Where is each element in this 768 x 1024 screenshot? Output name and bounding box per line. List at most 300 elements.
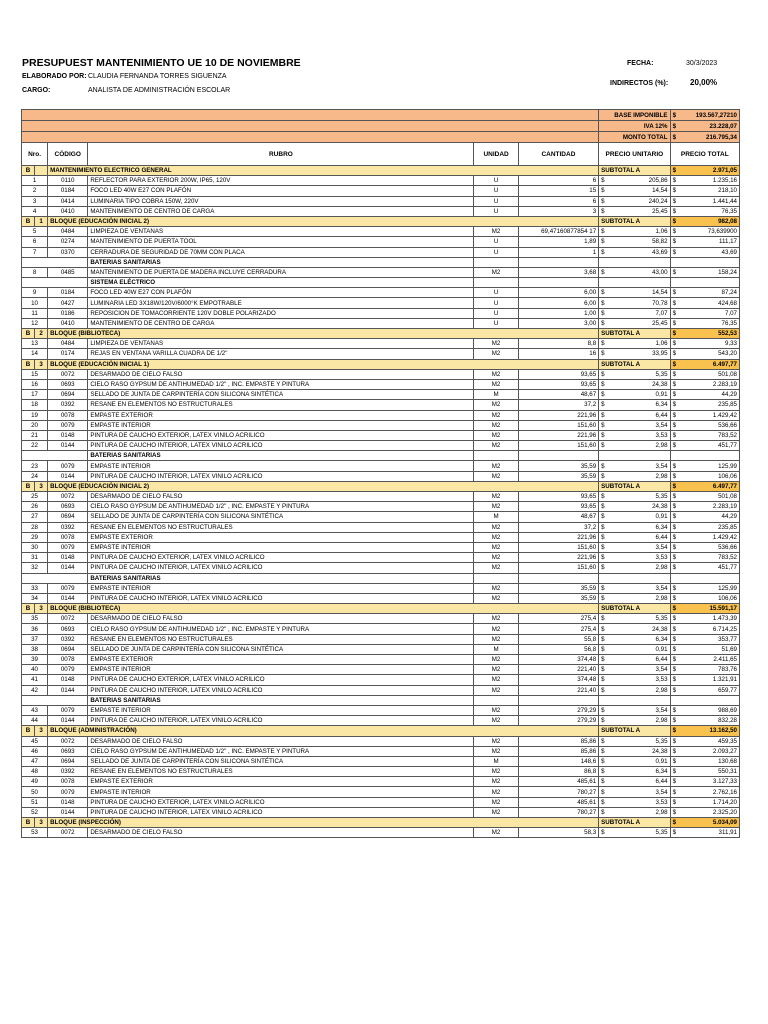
item-unit-price-amount: 6,34 (655, 635, 668, 643)
item-unit: M2 (474, 675, 518, 685)
summary-row (22, 110, 740, 121)
currency-symbol: $ (601, 493, 605, 501)
item-row (22, 247, 740, 257)
item-unit: M2 (474, 522, 518, 532)
currency-symbol: $ (672, 503, 677, 511)
currency-symbol: $ (672, 238, 677, 246)
item-unit: M2 (474, 767, 518, 777)
item-unit-price-amount: 5,35 (655, 829, 668, 837)
currency-symbol: $ (601, 615, 605, 623)
section-name: BLOQUE (BIBLIOTECA) (48, 604, 599, 614)
item-number: 38 (22, 644, 48, 654)
summary-label: IVA 12% (599, 121, 670, 132)
item-unit-price (599, 461, 670, 471)
currency-symbol: $ (601, 513, 605, 521)
elaborado-label: ELABORADO POR: (22, 73, 87, 80)
item-row (22, 237, 740, 247)
item-unit-price-amount: 6,34 (655, 523, 668, 531)
currency-symbol: $ (672, 309, 677, 317)
currency-symbol: $ (601, 411, 605, 419)
item-unit-price-amount: 1,06 (655, 340, 668, 348)
item-unit-price (599, 298, 670, 308)
item-unit-price-amount: 240,24 (648, 197, 668, 205)
item-quantity: 6,00 (518, 288, 598, 298)
item-total-price-amount: 158,24 (718, 268, 737, 276)
item-row (22, 746, 740, 756)
currency-symbol: $ (672, 615, 677, 623)
item-total-price (670, 532, 739, 542)
item-description: EMPASTE EXTERIOR (88, 410, 474, 420)
currency-symbol: $ (601, 768, 605, 776)
item-row (22, 369, 740, 379)
item-description: EMPASTE INTERIOR (88, 665, 474, 675)
item-row (22, 298, 740, 308)
item-unit-price (599, 624, 670, 634)
item-row (22, 522, 740, 532)
item-unit-price-amount: 2,98 (655, 686, 668, 694)
item-unit-price (599, 655, 670, 665)
item-number: 14 (22, 349, 48, 359)
fecha-label: FECHA: (627, 60, 654, 67)
item-unit-price (599, 410, 670, 420)
fecha-value: 30/3/2023 (686, 60, 718, 67)
item-unit-price (599, 288, 670, 298)
item-row (22, 716, 740, 726)
item-row (22, 624, 740, 634)
item-description: MANTENIMIENTO DE CENTRO DE CARGA (88, 318, 474, 328)
item-code: 0144 (48, 563, 88, 573)
item-unit: U (474, 186, 518, 196)
empty-cell (670, 573, 739, 583)
item-unit-price-amount: 7,07 (655, 309, 668, 317)
currency-symbol: $ (601, 187, 605, 195)
item-unit-price (599, 379, 670, 389)
item-total-price (670, 767, 739, 777)
item-total-price (670, 379, 739, 389)
item-unit-price-amount: 5,35 (655, 493, 668, 501)
item-unit-price (599, 614, 670, 624)
item-unit: M2 (474, 227, 518, 237)
item-row (22, 705, 740, 715)
item-description: EMPASTE INTERIOR (88, 705, 474, 715)
item-row (22, 461, 740, 471)
item-description: RESANE EN ELEMENTOS NO ESTRUCTURALES (88, 767, 474, 777)
item-row (22, 665, 740, 675)
item-unit-price-amount: 2,98 (655, 472, 668, 480)
currency-symbol: $ (672, 340, 677, 348)
item-unit: M2 (474, 685, 518, 695)
section-letter: B (22, 329, 35, 339)
item-unit-price-amount: 25,45 (652, 207, 668, 215)
currency-symbol: $ (601, 523, 605, 531)
currency-symbol: $ (601, 248, 605, 256)
item-number: 44 (22, 716, 48, 726)
item-quantity: 35,59 (518, 471, 598, 481)
item-row (22, 614, 740, 624)
item-code: 0078 (48, 410, 88, 420)
item-number: 48 (22, 767, 48, 777)
section-name: MANTENIMIENTO ELECTRICO GENERAL (48, 166, 599, 176)
empty-cell (474, 573, 518, 583)
currency-symbol: $ (601, 564, 605, 572)
item-total-price (670, 308, 739, 318)
item-unit-price (599, 186, 670, 196)
item-number: 40 (22, 665, 48, 675)
item-row (22, 196, 740, 206)
item-unit-price (599, 563, 670, 573)
section-row (22, 216, 740, 226)
item-total-price-amount: 451,77 (718, 442, 737, 450)
currency-symbol: $ (601, 707, 605, 715)
currency-symbol: $ (672, 431, 677, 439)
item-description: REJAS EN VENTANA VARILLA CUADRA DE 1/2" (88, 349, 474, 359)
item-total-price-amount: 235,85 (718, 401, 737, 409)
item-code: 0693 (48, 624, 88, 634)
indirectos-value: 20,00% (690, 78, 718, 87)
empty-cell (518, 451, 598, 461)
currency-symbol: $ (672, 798, 677, 806)
item-total-price (670, 400, 739, 410)
item-description: DESARMADO DE CIELO FALSO (88, 492, 474, 502)
item-total-price-amount: 73,639900 (707, 228, 737, 236)
currency-symbol: $ (672, 462, 677, 470)
item-number: 6 (22, 237, 48, 247)
item-number: 51 (22, 797, 48, 807)
item-unit-price (599, 349, 670, 359)
item-code: 0693 (48, 746, 88, 756)
item-unit-price (599, 492, 670, 502)
document-title: PRESUPUEST MANTENIMIENTO UE 10 DE NOVIEMBRE (22, 57, 301, 69)
item-unit-price (599, 767, 670, 777)
item-row (22, 186, 740, 196)
item-unit: M (474, 390, 518, 400)
currency-symbol: $ (601, 778, 605, 786)
item-number: 1 (22, 176, 48, 186)
item-total-price-amount: 501,08 (718, 370, 737, 378)
item-number: 37 (22, 634, 48, 644)
item-number: 36 (22, 624, 48, 634)
item-unit-price (599, 665, 670, 675)
item-quantity: 35,59 (518, 593, 598, 603)
summary-value: 216.795,34 (706, 133, 737, 141)
subgroup-label: BATERIAS SANITARIAS (88, 695, 474, 705)
item-unit-price (599, 807, 670, 817)
item-row (22, 583, 740, 593)
item-code: 0693 (48, 502, 88, 512)
empty-cell (22, 451, 88, 461)
item-code: 0370 (48, 247, 88, 257)
subtotal-value (670, 359, 739, 369)
elaborado-value: CLAUDIA FERNANDA TORRES SIGUENZA (88, 73, 227, 80)
item-total-price (670, 339, 739, 349)
item-quantity: 780,27 (518, 807, 598, 817)
item-description: PINTURA DE CAUCHO EXTERIOR, LATEX VINILO ACRILICO (88, 797, 474, 807)
item-unit-price (599, 787, 670, 797)
item-unit: M2 (474, 532, 518, 542)
section-number: 3 (35, 481, 48, 491)
item-quantity: 8,8 (518, 339, 598, 349)
item-number: 23 (22, 461, 48, 471)
item-unit-price-amount: 58,82 (652, 238, 668, 246)
item-total-price-amount: 2.283,19 (712, 503, 737, 511)
item-description: CIELO RASO GYPSUM DE ANTIHUMEDAD 1/2" , INC. EMPASTE Y PINTURA (88, 379, 474, 389)
item-row (22, 400, 740, 410)
item-row (22, 176, 740, 186)
section-row (22, 604, 740, 614)
item-unit-price-amount: 24,38 (652, 625, 668, 633)
item-description: SELLADO DE JUNTA DE CARPINTERÍA CON SILICONA SINTÉTICA (88, 512, 474, 522)
item-quantity: 35,59 (518, 461, 598, 471)
item-unit-price (599, 196, 670, 206)
item-unit: U (474, 288, 518, 298)
item-unit-price-amount: 6,34 (655, 401, 668, 409)
item-unit: M2 (474, 369, 518, 379)
summary-label: MONTO TOTAL (599, 132, 670, 143)
item-unit: M (474, 756, 518, 766)
item-number: 46 (22, 746, 48, 756)
item-unit-price-amount: 3,54 (655, 788, 668, 796)
item-row (22, 777, 740, 787)
item-total-price-amount: 44,29 (721, 513, 737, 521)
item-description: MANTENIMIENTO DE CENTRO DE CARGA (88, 206, 474, 216)
item-unit-price (599, 532, 670, 542)
item-code: 0184 (48, 186, 88, 196)
currency-symbol: $ (601, 268, 605, 276)
item-code: 0110 (48, 176, 88, 186)
item-quantity: 56,8 (518, 644, 598, 654)
item-quantity: 374,48 (518, 655, 598, 665)
item-code: 0148 (48, 675, 88, 685)
subtotal-value (670, 726, 739, 736)
currency-symbol: $ (672, 207, 677, 215)
item-quantity: 485,61 (518, 777, 598, 787)
currency-symbol: $ (672, 625, 677, 633)
item-quantity: 275,4 (518, 614, 598, 624)
empty-cell (518, 257, 598, 267)
item-code: 0148 (48, 553, 88, 563)
item-unit: M2 (474, 553, 518, 563)
currency-symbol: $ (672, 737, 677, 745)
item-unit: U (474, 237, 518, 247)
item-number: 52 (22, 807, 48, 817)
item-number: 10 (22, 298, 48, 308)
currency-symbol: $ (672, 177, 677, 185)
item-unit: M2 (474, 705, 518, 715)
item-total-price-amount: 130,68 (718, 757, 737, 765)
item-code: 0148 (48, 797, 88, 807)
currency-symbol: $ (601, 462, 605, 470)
item-unit-price-amount: 1,06 (655, 228, 668, 236)
item-unit-price-amount: 3,54 (655, 584, 668, 592)
item-description: EMPASTE EXTERIOR (88, 532, 474, 542)
item-code: 0174 (48, 349, 88, 359)
item-total-price-amount: 353,77 (718, 635, 737, 643)
column-header-cantidad: CANTIDAD (518, 143, 598, 166)
item-quantity: 15 (518, 186, 598, 196)
item-quantity: 3 (518, 206, 598, 216)
currency-symbol: $ (601, 421, 605, 429)
currency-symbol: $ (601, 289, 605, 297)
section-name: BLOQUE (EDUCACIÓN INICIAL 2) (48, 216, 599, 226)
item-total-price (670, 369, 739, 379)
item-code: 0392 (48, 400, 88, 410)
item-quantity: 48,67 (518, 512, 598, 522)
item-unit-price (599, 828, 670, 838)
item-unit-price (599, 705, 670, 715)
item-unit: M2 (474, 736, 518, 746)
item-description: LUMINARIA TIPO COBRA 150W, 220V (88, 196, 474, 206)
item-unit-price (599, 339, 670, 349)
item-total-price (670, 644, 739, 654)
item-row (22, 206, 740, 216)
item-description: DESARMADO DE CIELO FALSO (88, 828, 474, 838)
empty-cell (474, 278, 518, 288)
item-unit-price-amount: 2,98 (655, 442, 668, 450)
item-total-price-amount: 536,66 (718, 544, 737, 552)
currency-symbol: $ (601, 737, 605, 745)
item-unit-price (599, 746, 670, 756)
subtotal-label: SUBTOTAL A (599, 604, 670, 614)
item-unit-price-amount: 3,54 (655, 707, 668, 715)
subgroup-label: SISTEMA ELÉCTRICO (88, 278, 474, 288)
item-number: 42 (22, 685, 48, 695)
item-unit: U (474, 308, 518, 318)
item-unit-price (599, 430, 670, 440)
item-quantity: 374,48 (518, 675, 598, 685)
subtotal-label: SUBTOTAL A (599, 166, 670, 176)
item-unit: M2 (474, 400, 518, 410)
currency-symbol: $ (672, 686, 677, 694)
item-quantity: 485,61 (518, 797, 598, 807)
item-description: EMPASTE INTERIOR (88, 787, 474, 797)
item-number: 20 (22, 420, 48, 430)
item-quantity: 151,60 (518, 563, 598, 573)
item-code: 0184 (48, 288, 88, 298)
item-total-price (670, 227, 739, 237)
item-unit: M2 (474, 492, 518, 502)
currency-symbol: $ (672, 122, 677, 130)
currency-symbol: $ (672, 513, 677, 521)
empty-cell (670, 278, 739, 288)
item-total-price-amount: 7,07 (724, 309, 737, 317)
currency-symbol: $ (672, 584, 677, 592)
item-quantity: 279,29 (518, 716, 598, 726)
item-total-price (670, 420, 739, 430)
item-code: 0148 (48, 430, 88, 440)
item-code: 0392 (48, 522, 88, 532)
item-description: REPOSICION DE TOMACORRIENTE 120V DOBLE POLARIZADO (88, 308, 474, 318)
item-unit-price (599, 685, 670, 695)
item-quantity: 35,59 (518, 583, 598, 593)
item-unit-price-amount: 0,91 (655, 645, 668, 653)
item-code: 0427 (48, 298, 88, 308)
section-row (22, 166, 740, 176)
currency-symbol: $ (672, 401, 677, 409)
currency-symbol: $ (672, 381, 677, 389)
currency-symbol: $ (601, 350, 605, 358)
item-code: 0078 (48, 655, 88, 665)
column-header-nro: Nro. (22, 143, 48, 166)
item-unit: M2 (474, 563, 518, 573)
item-unit: M2 (474, 807, 518, 817)
currency-symbol: $ (672, 289, 677, 297)
item-quantity: 151,60 (518, 441, 598, 451)
subtotal-value-amount: 5.034,09 (712, 819, 737, 827)
item-description: PINTURA DE CAUCHO INTERIOR, LATEX VINILO ACRILICO (88, 471, 474, 481)
item-description: DESARMADO DE CIELO FALSO (88, 614, 474, 624)
section-number: 3 (35, 818, 48, 828)
currency-symbol: $ (672, 523, 677, 531)
section-name: BLOQUE (INSPECCIÓN) (48, 818, 599, 828)
currency-symbol: $ (672, 645, 677, 653)
item-unit-price-amount: 70,78 (652, 299, 668, 307)
item-row (22, 685, 740, 695)
item-row (22, 492, 740, 502)
item-quantity: 148,6 (518, 756, 598, 766)
currency-symbol: $ (601, 676, 605, 684)
item-number: 45 (22, 736, 48, 746)
item-description: FOCO LED 40W E27 CON PLAFÓN (88, 186, 474, 196)
item-code: 0392 (48, 634, 88, 644)
summary-row (22, 121, 740, 132)
item-unit-price (599, 420, 670, 430)
item-number: 19 (22, 410, 48, 420)
item-total-price (670, 492, 739, 502)
item-number: 13 (22, 339, 48, 349)
item-row (22, 410, 740, 420)
item-row (22, 655, 740, 665)
currency-symbol: $ (601, 381, 605, 389)
item-code: 0392 (48, 767, 88, 777)
item-unit-price (599, 593, 670, 603)
item-total-price (670, 441, 739, 451)
item-unit: M2 (474, 502, 518, 512)
item-code: 0144 (48, 593, 88, 603)
currency-symbol: $ (601, 391, 605, 399)
item-unit-price-amount: 14,54 (652, 187, 668, 195)
item-description: RESANE EN ELEMENTOS NO ESTRUCTURALES (88, 634, 474, 644)
currency-symbol: $ (672, 319, 677, 327)
item-total-price (670, 298, 739, 308)
subgroup-row (22, 451, 740, 461)
item-row (22, 675, 740, 685)
currency-symbol: $ (672, 360, 677, 368)
item-unit-price-amount: 0,91 (655, 757, 668, 765)
item-unit: M2 (474, 410, 518, 420)
item-unit-price (599, 390, 670, 400)
item-description: PINTURA DE CAUCHO EXTERIOR, LATEX VINILO ACRILICO (88, 675, 474, 685)
currency-symbol: $ (672, 819, 677, 827)
item-row (22, 553, 740, 563)
item-unit: M2 (474, 624, 518, 634)
item-unit-price (599, 369, 670, 379)
item-total-price-amount: 235,85 (718, 523, 737, 531)
item-code: 0072 (48, 736, 88, 746)
subtotal-value (670, 604, 739, 614)
currency-symbol: $ (672, 472, 677, 480)
currency-symbol: $ (672, 808, 677, 816)
item-unit-price (599, 777, 670, 787)
item-description: EMPASTE EXTERIOR (88, 777, 474, 787)
item-total-price-amount: 76,35 (721, 319, 737, 327)
item-unit-price (599, 318, 670, 328)
item-quantity: 221,96 (518, 532, 598, 542)
currency-symbol: $ (672, 554, 677, 562)
item-quantity: 1 (518, 247, 598, 257)
currency-symbol: $ (601, 533, 605, 541)
summary-label: BASE IMPONIBLE (599, 110, 670, 121)
currency-symbol: $ (672, 482, 677, 490)
